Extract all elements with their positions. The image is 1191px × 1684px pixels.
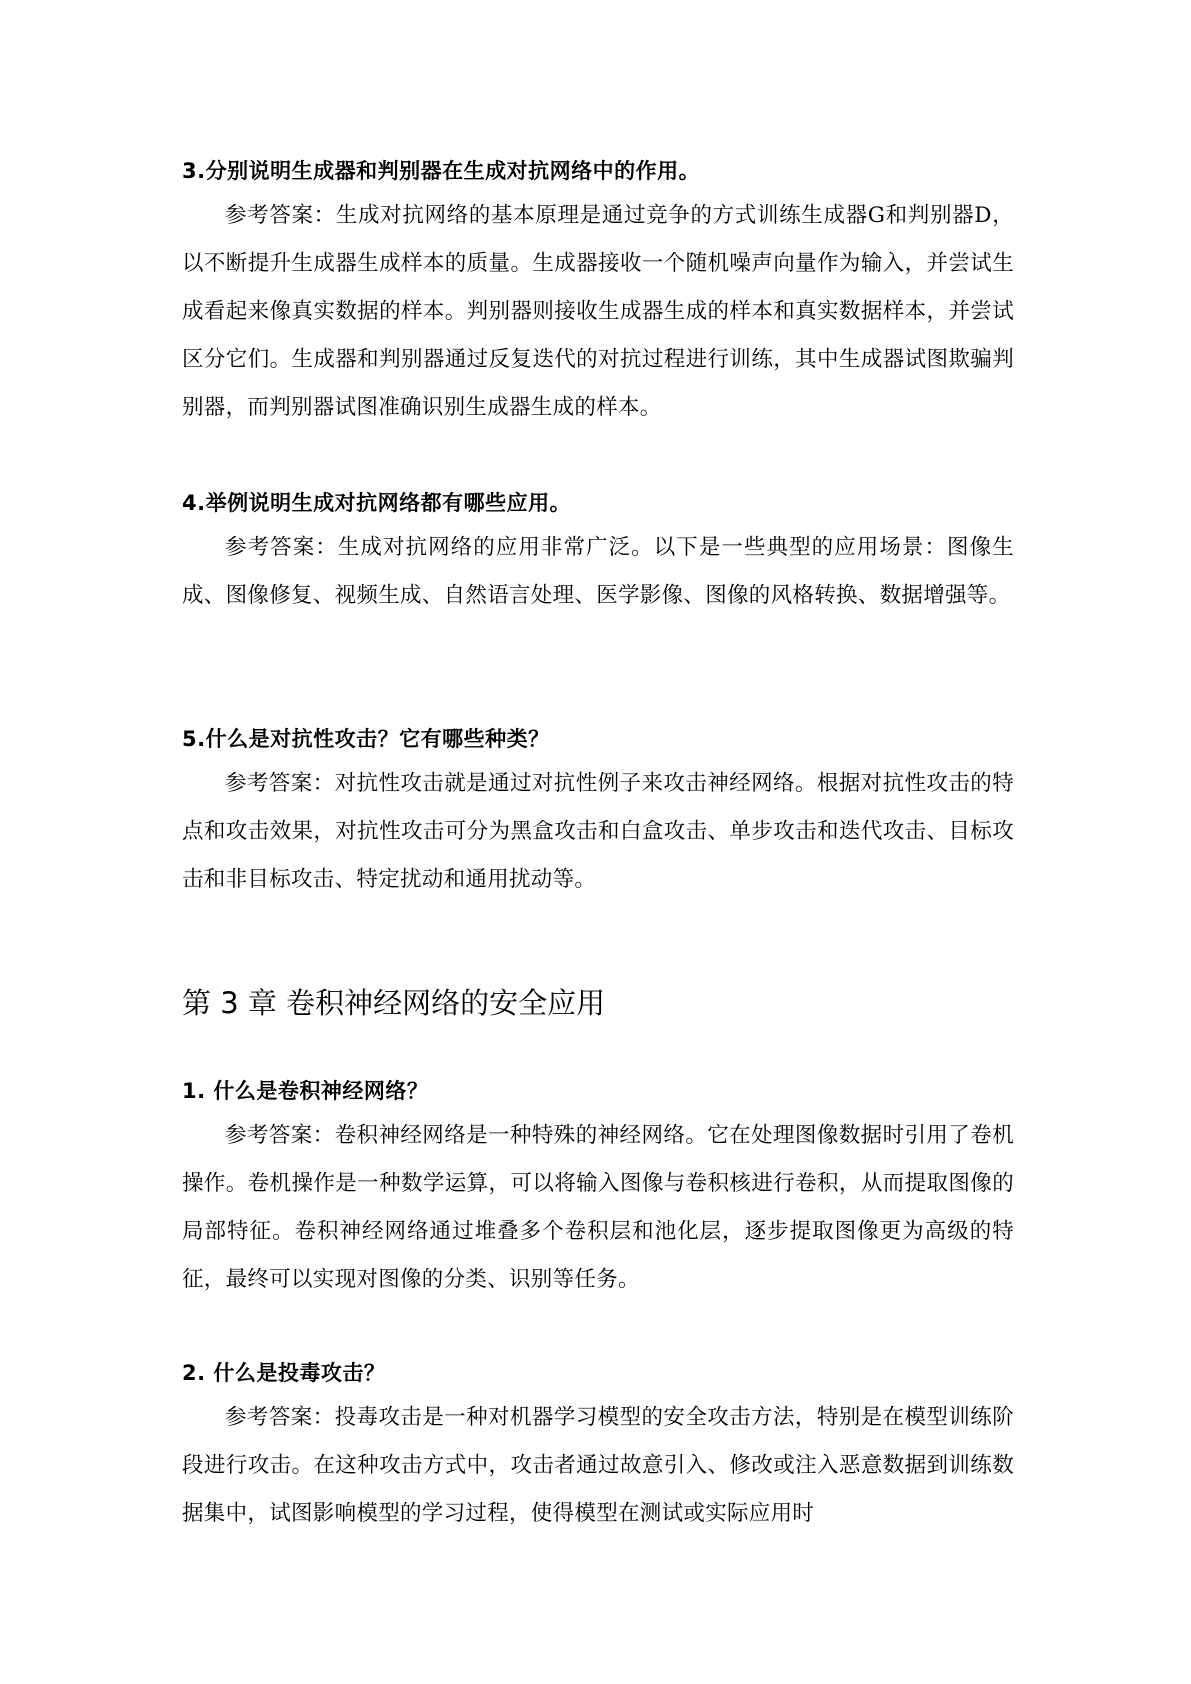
chapter-question-1-answer: 参考答案：卷积神经网络是一种特殊的神经网络。它在处理图像数据时引用了卷机操作。卷机操作是一种数学运算，可以将输入图像与卷积核进行卷积，从而提取图像的局部特征。卷积神经网络通过堆叠多个卷积层和池化层，逐步提取图像更为高级的特征，最终可以实现对图像的分类、识别等任务。 xyxy=(182,1123,1014,1292)
question-5-answer: 参考答案：对抗性攻击就是通过对抗性例子来攻击神经网络。根据对抗性攻击的特点和攻击效果，对抗性攻击可分为黑盒攻击和白盒攻击、单步攻击和迭代攻击、目标攻击和非目标攻击、特定扰动和通用扰动等。 xyxy=(182,771,1014,892)
chapter-question-1-title: 1. 什么是卷积神经网络？ xyxy=(182,1079,429,1103)
chapter-question-2-title: 2. 什么是投毒攻击？ xyxy=(182,1361,386,1385)
question-5-title: 5.什么是对抗性攻击？它有哪些种类？ xyxy=(182,727,550,751)
question-3-title: 3.分别说明生成器和判别器在生成对抗网络中的作用。 xyxy=(182,159,701,183)
question-3-answer: 参考答案：生成对抗网络的基本原理是通过竞争的方式训练生成器G和判别器D，以不断提升生成器生成样本的质量。生成器接收一个随机噪声向量作为输入，并尝试生成看起来像真实数据的样本。判别器则接收生成器生成的样本和真实数据样本，并尝试区分它们。生成器和判别器通过反复迭代的对抗过程进行训练，其中生成器试图欺骗判别器，而判别器试图准确识别生成器生成的样本。 xyxy=(182,203,1014,420)
chapter-heading: 第 3 章 卷积神经网络的安全应用 xyxy=(182,986,606,1020)
question-4-title: 4.举例说明生成对抗网络都有哪些应用。 xyxy=(182,491,572,515)
question-4-answer: 参考答案：生成对抗网络的应用非常广泛。以下是一些典型的应用场景：图像生成、图像修复、视频生成、自然语言处理、医学影像、图像的风格转换、数据增强等。 xyxy=(182,535,1014,608)
chapter-question-2-answer: 参考答案：投毒攻击是一种对机器学习模型的安全攻击方法，特别是在模型训练阶段进行攻击。在这种攻击方式中，攻击者通过故意引入、修改或注入恶意数据到训练数据集中，试图影响模型的学习过程，使得模型在测试或实际应用时 xyxy=(182,1405,1014,1526)
